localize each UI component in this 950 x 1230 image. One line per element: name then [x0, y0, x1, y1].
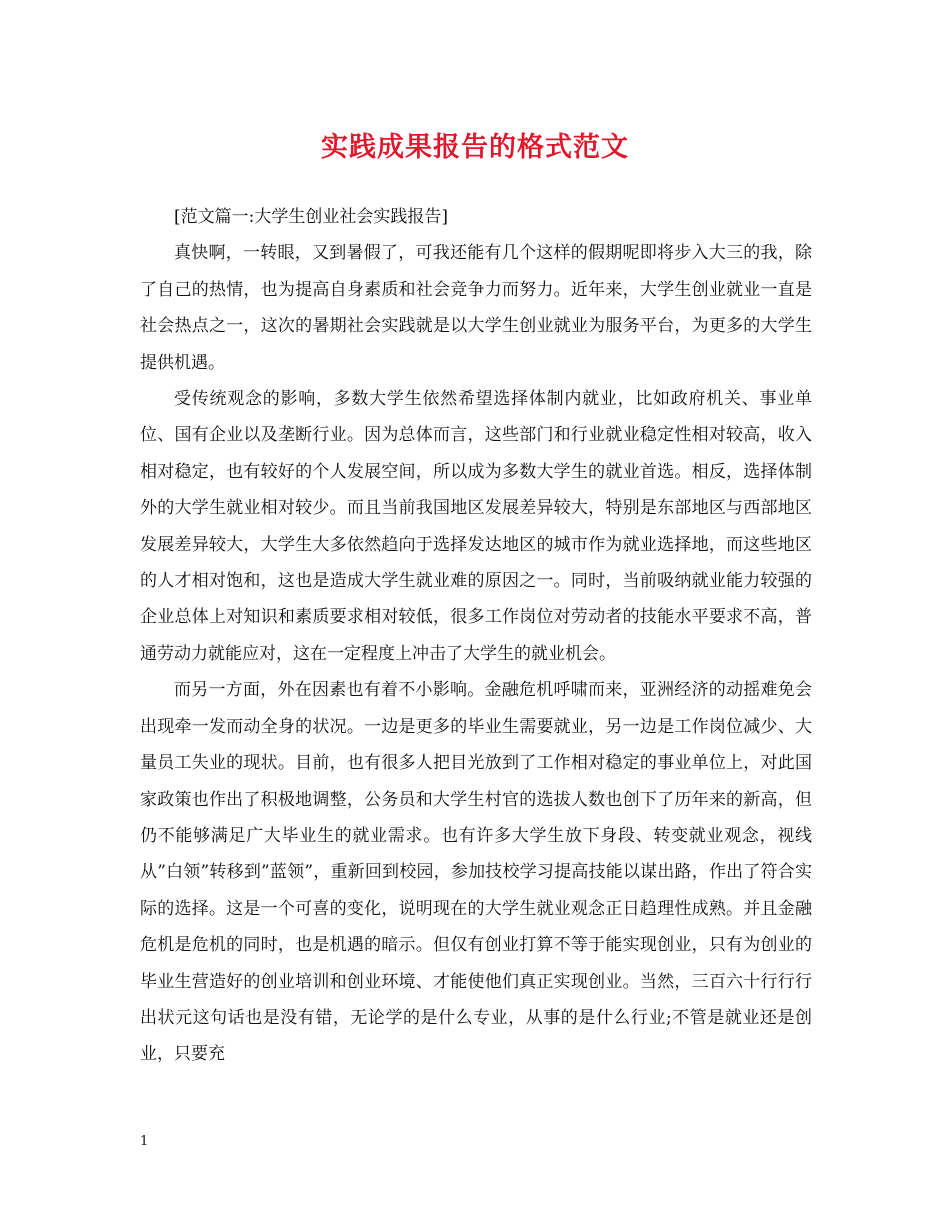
paragraph: 真快啊，一转眼，又到暑假了，可我还能有几个这样的假期呢即将步入大三的我，除了自己的热情，也为提高自身素质和社会竞争力而努力。近年来，大学生创业就业一直是社会热点之一，这次的暑期社会实践就是以大学生创业就业为服务平台，为更多的大学生提供机遇。: [140, 243, 812, 373]
page-number: 1: [140, 1134, 149, 1149]
document-body: [140, 199, 812, 1073]
document-title: 实践成果报告的格式范文: [321, 132, 629, 163]
paragraph: 而另一方面，外在因素也有着不小影响。金融危机呼啸而来，亚洲经济的动摇难免会出现牵一发而动全身的状况。一边是更多的毕业生需要就业，另一边是工作岗位减少、大量员工失业的现状。目前，也有很多人把目光放到了工作相对稳定的事业单位上，对此国家政策也作出了积极地调整，公务员和大学生村官的选拔人数也创下了历年来的新高，但仍不能够满足广大毕业生的就业需求。也有许多大学生放下身段、转变就业观念，视线从”白领”转移到”蓝领”，重新回到校园，参加技校学习提高技能以谋出路，作出了符合实际的选择。这是一个可喜的变化，说明现在的大学生就业观念正日趋理性成熟。并且金融危机是危机的同时，也是机遇的暗示。但仅有创业打算不等于能实现创业，只有为创业的毕业生营造好的创业培训和创业环境、才能使他们真正实现创业。当然，三百六十行行行出状元这句话也是没有错，无论学的是什么专业，从事的是什么行业;不管是就业还是创业，只要充: [140, 680, 812, 1065]
paragraph: 受传统观念的影响，多数大学生依然希望选择体制内就业，比如政府机关、事业单位、国有企业以及垄断行业。因为总体而言，这些部门和行业就业稳定性相对较高，收入相对稳定，也有较好的个人发展空间，所以成为多数大学生的就业首选。相反，选择体制外的大学生就业相对较少。而且当前我国地区发展差异较大，特别是东部地区与西部地区发展差异较大，大学生大多依然趋向于选择发达地区的城市作为就业选择地，而这些地区的人才相对饱和，这也是造成大学生就业难的原因之一。同时，当前吸纳就业能力较强的企业总体上对知识和素质要求相对较低，很多工作岗位对劳动者的技能水平要求不高，普通劳动力就能应对，这在一定程度上冲击了大学生的就业机会。: [140, 389, 812, 664]
paragraph-heading: [范文篇一:大学生创业社会实践报告]: [174, 207, 448, 227]
